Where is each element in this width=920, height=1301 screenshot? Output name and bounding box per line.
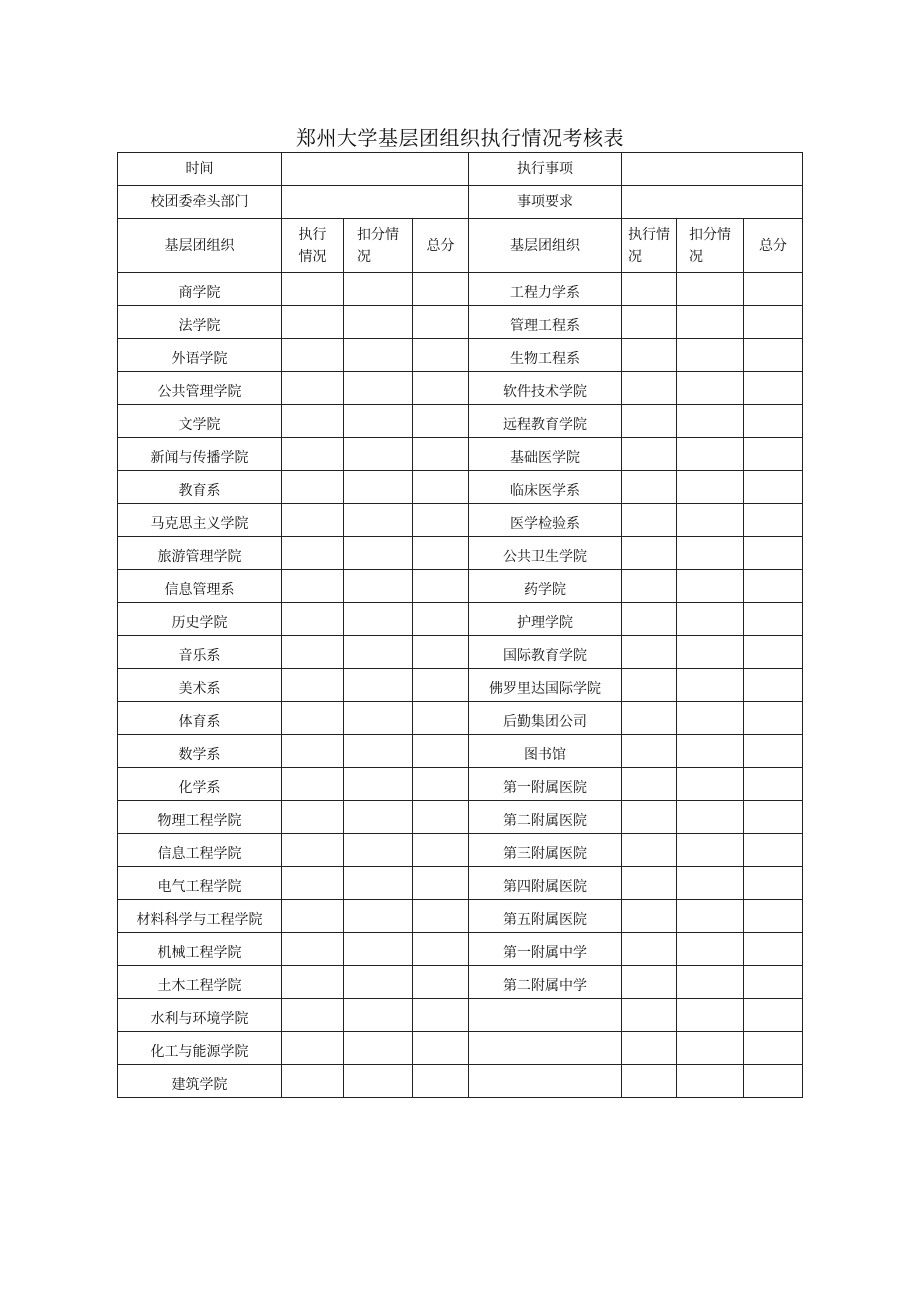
org-name-left: 机械工程学院 xyxy=(118,933,282,966)
table-row xyxy=(118,867,803,900)
org-name-right xyxy=(469,1065,622,1098)
item-label: 执行事项 xyxy=(469,153,622,186)
table-row xyxy=(118,273,803,306)
total-cell-left[interactable] xyxy=(413,603,469,636)
deduct-cell-left[interactable] xyxy=(344,405,413,438)
total-cell-left[interactable] xyxy=(413,999,469,1032)
org-name-left: 马克思主义学院 xyxy=(118,504,282,537)
org-name-left: 信息工程学院 xyxy=(118,834,282,867)
total-cell-right[interactable] xyxy=(744,735,803,768)
exec-cell-right[interactable] xyxy=(622,339,677,372)
deduct-cell-left[interactable] xyxy=(344,669,413,702)
org-name-right: 第一附属中学 xyxy=(469,933,622,966)
page-title: 郑州大学基层团组织执行情况考核表 xyxy=(296,126,624,150)
header-exec-left xyxy=(282,219,344,273)
org-name-left: 新闻与传播学院 xyxy=(118,438,282,471)
header-deduct-left-l1: 扣分情 xyxy=(357,226,399,243)
deduct-cell-right[interactable] xyxy=(677,603,744,636)
exec-cell-left[interactable] xyxy=(282,306,344,339)
header-exec-left-l2: 情况 xyxy=(298,248,327,265)
org-name-right: 远程教育学院 xyxy=(469,405,622,438)
deduct-cell-right[interactable] xyxy=(677,471,744,504)
total-cell-right[interactable] xyxy=(744,372,803,405)
deduct-cell-left[interactable] xyxy=(344,438,413,471)
org-name-right xyxy=(469,999,622,1032)
total-cell-left[interactable] xyxy=(413,306,469,339)
exec-cell-right[interactable] xyxy=(622,768,677,801)
exec-cell-right[interactable] xyxy=(622,570,677,603)
table-row xyxy=(118,438,803,471)
header-deduct-right-l2: 况 xyxy=(689,248,704,265)
total-cell-right[interactable] xyxy=(744,768,803,801)
header-deduct-right xyxy=(677,219,744,273)
org-name-left: 音乐系 xyxy=(118,636,282,669)
org-name-right: 国际教育学院 xyxy=(469,636,622,669)
header-org-left: 基层团组织 xyxy=(118,219,282,273)
org-name-left: 公共管理学院 xyxy=(118,372,282,405)
org-name-right: 图书馆 xyxy=(469,735,622,768)
org-name-right: 软件技术学院 xyxy=(469,372,622,405)
exec-cell-right[interactable] xyxy=(622,702,677,735)
total-cell-left[interactable] xyxy=(413,867,469,900)
exec-cell-right[interactable] xyxy=(622,1032,677,1065)
exec-cell-left[interactable] xyxy=(282,702,344,735)
table-row xyxy=(118,504,803,537)
dept-label: 校团委牵头部门 xyxy=(118,186,282,219)
deduct-cell-right[interactable] xyxy=(677,306,744,339)
header-total-right: 总分 xyxy=(744,219,803,273)
exec-cell-right[interactable] xyxy=(622,966,677,999)
deduct-cell-right[interactable] xyxy=(677,1032,744,1065)
header-exec-right-l2: 况 xyxy=(628,248,643,265)
time-label: 时间 xyxy=(118,153,282,186)
org-name-left: 化工与能源学院 xyxy=(118,1032,282,1065)
total-cell-right[interactable] xyxy=(744,834,803,867)
exec-cell-left[interactable] xyxy=(282,1065,344,1098)
exec-cell-right[interactable] xyxy=(622,900,677,933)
total-cell-left[interactable] xyxy=(413,1065,469,1098)
deduct-cell-right[interactable] xyxy=(677,999,744,1032)
deduct-cell-left[interactable] xyxy=(344,603,413,636)
total-cell-right[interactable] xyxy=(744,801,803,834)
total-cell-right[interactable] xyxy=(744,504,803,537)
table-row xyxy=(118,669,803,702)
total-cell-right[interactable] xyxy=(744,471,803,504)
total-cell-left[interactable] xyxy=(413,801,469,834)
org-name-right: 管理工程系 xyxy=(469,306,622,339)
exec-cell-left[interactable] xyxy=(282,273,344,306)
table-row xyxy=(118,339,803,372)
total-cell-left[interactable] xyxy=(413,966,469,999)
deduct-cell-left[interactable] xyxy=(344,999,413,1032)
deduct-cell-left[interactable] xyxy=(344,801,413,834)
total-cell-left[interactable] xyxy=(413,735,469,768)
exec-cell-left[interactable] xyxy=(282,438,344,471)
table-row xyxy=(118,372,803,405)
total-cell-right[interactable] xyxy=(744,999,803,1032)
table-row xyxy=(118,405,803,438)
exec-cell-left[interactable] xyxy=(282,1032,344,1065)
deduct-cell-left[interactable] xyxy=(344,636,413,669)
deduct-cell-right[interactable] xyxy=(677,1065,744,1098)
deduct-cell-left[interactable] xyxy=(344,966,413,999)
header-exec-right xyxy=(622,219,677,273)
org-name-left: 美术系 xyxy=(118,669,282,702)
exec-cell-right[interactable] xyxy=(622,306,677,339)
deduct-cell-right[interactable] xyxy=(677,933,744,966)
org-name-left: 教育系 xyxy=(118,471,282,504)
exec-cell-left[interactable] xyxy=(282,504,344,537)
org-name-left: 电气工程学院 xyxy=(118,867,282,900)
total-cell-left[interactable] xyxy=(413,438,469,471)
requirement-label: 事项要求 xyxy=(469,186,622,219)
deduct-cell-right[interactable] xyxy=(677,339,744,372)
deduct-cell-right[interactable] xyxy=(677,504,744,537)
deduct-cell-left[interactable] xyxy=(344,933,413,966)
deduct-cell-left[interactable] xyxy=(344,867,413,900)
total-cell-right[interactable] xyxy=(744,438,803,471)
org-name-right: 佛罗里达国际学院 xyxy=(469,669,622,702)
deduct-cell-left[interactable] xyxy=(344,570,413,603)
exec-cell-right[interactable] xyxy=(622,933,677,966)
table-row xyxy=(118,702,803,735)
exec-cell-left[interactable] xyxy=(282,372,344,405)
total-cell-left[interactable] xyxy=(413,471,469,504)
org-name-right: 第一附属医院 xyxy=(469,768,622,801)
total-cell-right[interactable] xyxy=(744,933,803,966)
deduct-cell-right[interactable] xyxy=(677,273,744,306)
exec-cell-left[interactable] xyxy=(282,669,344,702)
header-exec-right-l1: 执行情 xyxy=(628,226,671,243)
deduct-cell-right[interactable] xyxy=(677,570,744,603)
deduct-cell-right[interactable] xyxy=(677,702,744,735)
total-cell-right[interactable] xyxy=(744,900,803,933)
exec-cell-left[interactable] xyxy=(282,405,344,438)
table-row xyxy=(118,834,803,867)
deduct-cell-left[interactable] xyxy=(344,273,413,306)
header-org-right: 基层团组织 xyxy=(469,219,622,273)
exec-cell-right[interactable] xyxy=(622,867,677,900)
deduct-cell-right[interactable] xyxy=(677,867,744,900)
org-name-right: 基础医学院 xyxy=(469,438,622,471)
total-cell-right[interactable] xyxy=(744,339,803,372)
header-exec-left-l1: 执行 xyxy=(298,226,327,243)
total-cell-right[interactable] xyxy=(744,702,803,735)
total-cell-left[interactable] xyxy=(413,273,469,306)
total-cell-left[interactable] xyxy=(413,768,469,801)
exec-cell-right[interactable] xyxy=(622,999,677,1032)
table-row xyxy=(118,471,803,504)
org-name-right: 第二附属中学 xyxy=(469,966,622,999)
exec-cell-left[interactable] xyxy=(282,801,344,834)
org-name-left: 法学院 xyxy=(118,306,282,339)
exec-cell-right[interactable] xyxy=(622,1065,677,1098)
header-deduct-right-l1: 扣分情 xyxy=(689,226,732,243)
total-cell-left[interactable] xyxy=(413,900,469,933)
total-cell-right[interactable] xyxy=(744,1065,803,1098)
header-deduct-left xyxy=(344,219,413,273)
org-name-left: 体育系 xyxy=(118,702,282,735)
header-total-left: 总分 xyxy=(413,219,469,273)
deduct-cell-right[interactable] xyxy=(677,735,744,768)
total-cell-right[interactable] xyxy=(744,966,803,999)
assessment-table xyxy=(117,152,803,1098)
total-cell-left[interactable] xyxy=(413,537,469,570)
exec-cell-left[interactable] xyxy=(282,339,344,372)
org-name-right: 公共卫生学院 xyxy=(469,537,622,570)
exec-cell-right[interactable] xyxy=(622,471,677,504)
org-name-left: 商学院 xyxy=(118,273,282,306)
table-row xyxy=(118,636,803,669)
org-name-right: 临床医学系 xyxy=(469,471,622,504)
deduct-cell-left[interactable] xyxy=(344,372,413,405)
deduct-cell-left[interactable] xyxy=(344,1065,413,1098)
exec-cell-left[interactable] xyxy=(282,471,344,504)
table-row xyxy=(118,933,803,966)
total-cell-left[interactable] xyxy=(413,372,469,405)
deduct-cell-left[interactable] xyxy=(344,735,413,768)
exec-cell-left[interactable] xyxy=(282,933,344,966)
exec-cell-left[interactable] xyxy=(282,867,344,900)
exec-cell-right[interactable] xyxy=(622,537,677,570)
exec-cell-right[interactable] xyxy=(622,636,677,669)
total-cell-right[interactable] xyxy=(744,537,803,570)
deduct-cell-right[interactable] xyxy=(677,966,744,999)
table-row xyxy=(118,900,803,933)
deduct-cell-left[interactable] xyxy=(344,834,413,867)
exec-cell-right[interactable] xyxy=(622,273,677,306)
exec-cell-right[interactable] xyxy=(622,438,677,471)
org-name-left: 物理工程学院 xyxy=(118,801,282,834)
exec-cell-left[interactable] xyxy=(282,834,344,867)
deduct-cell-right[interactable] xyxy=(677,834,744,867)
exec-cell-right[interactable] xyxy=(622,603,677,636)
org-name-left: 土木工程学院 xyxy=(118,966,282,999)
org-name-right: 后勤集团公司 xyxy=(469,702,622,735)
deduct-cell-left[interactable] xyxy=(344,1032,413,1065)
exec-cell-left[interactable] xyxy=(282,768,344,801)
dept-value-cell[interactable] xyxy=(282,186,469,219)
exec-cell-right[interactable] xyxy=(622,801,677,834)
exec-cell-right[interactable] xyxy=(622,834,677,867)
org-name-right: 第四附属医院 xyxy=(469,867,622,900)
deduct-cell-left[interactable] xyxy=(344,504,413,537)
total-cell-left[interactable] xyxy=(413,504,469,537)
time-value-cell[interactable] xyxy=(282,153,469,186)
deduct-cell-right[interactable] xyxy=(677,636,744,669)
table-row xyxy=(118,306,803,339)
org-name-left: 信息管理系 xyxy=(118,570,282,603)
org-name-right: 工程力学系 xyxy=(469,273,622,306)
exec-cell-right[interactable] xyxy=(622,669,677,702)
table-row xyxy=(118,735,803,768)
exec-cell-left[interactable] xyxy=(282,999,344,1032)
table-row xyxy=(118,603,803,636)
exec-cell-left[interactable] xyxy=(282,636,344,669)
table-row xyxy=(118,1065,803,1098)
total-cell-left[interactable] xyxy=(413,570,469,603)
total-cell-right[interactable] xyxy=(744,306,803,339)
requirement-value-cell[interactable] xyxy=(622,186,803,219)
deduct-cell-left[interactable] xyxy=(344,768,413,801)
org-name-right: 第五附属医院 xyxy=(469,900,622,933)
org-name-right: 第三附属医院 xyxy=(469,834,622,867)
deduct-cell-right[interactable] xyxy=(677,405,744,438)
table-row xyxy=(118,570,803,603)
total-cell-right[interactable] xyxy=(744,405,803,438)
exec-cell-left[interactable] xyxy=(282,603,344,636)
deduct-cell-right[interactable] xyxy=(677,438,744,471)
org-name-left: 文学院 xyxy=(118,405,282,438)
total-cell-left[interactable] xyxy=(413,1032,469,1065)
item-value-cell[interactable] xyxy=(622,153,803,186)
deduct-cell-right[interactable] xyxy=(677,372,744,405)
exec-cell-left[interactable] xyxy=(282,900,344,933)
total-cell-right[interactable] xyxy=(744,273,803,306)
table-row xyxy=(118,1032,803,1065)
org-name-left: 建筑学院 xyxy=(118,1065,282,1098)
exec-cell-left[interactable] xyxy=(282,537,344,570)
deduct-cell-left[interactable] xyxy=(344,702,413,735)
total-cell-left[interactable] xyxy=(413,834,469,867)
total-cell-right[interactable] xyxy=(744,1032,803,1065)
deduct-cell-right[interactable] xyxy=(677,768,744,801)
exec-cell-left[interactable] xyxy=(282,735,344,768)
org-name-left: 历史学院 xyxy=(118,603,282,636)
deduct-cell-left[interactable] xyxy=(344,339,413,372)
header-deduct-left-l2: 况 xyxy=(357,248,371,265)
org-name-left: 外语学院 xyxy=(118,339,282,372)
org-name-left: 数学系 xyxy=(118,735,282,768)
org-name-right: 生物工程系 xyxy=(469,339,622,372)
org-name-right: 药学院 xyxy=(469,570,622,603)
org-name-left: 化学系 xyxy=(118,768,282,801)
deduct-cell-left[interactable] xyxy=(344,471,413,504)
deduct-cell-left[interactable] xyxy=(344,537,413,570)
deduct-cell-right[interactable] xyxy=(677,669,744,702)
total-cell-right[interactable] xyxy=(744,570,803,603)
exec-cell-right[interactable] xyxy=(622,504,677,537)
table-row xyxy=(118,801,803,834)
table-row xyxy=(118,537,803,570)
total-cell-left[interactable] xyxy=(413,933,469,966)
org-name-left: 水利与环境学院 xyxy=(118,999,282,1032)
table-row xyxy=(118,999,803,1032)
total-cell-left[interactable] xyxy=(413,636,469,669)
exec-cell-right[interactable] xyxy=(622,735,677,768)
org-name-left: 材料科学与工程学院 xyxy=(118,900,282,933)
table-row xyxy=(118,966,803,999)
total-cell-left[interactable] xyxy=(413,702,469,735)
table-row xyxy=(118,768,803,801)
deduct-cell-left[interactable] xyxy=(344,306,413,339)
org-name-right: 医学检验系 xyxy=(469,504,622,537)
exec-cell-right[interactable] xyxy=(622,405,677,438)
exec-cell-left[interactable] xyxy=(282,966,344,999)
deduct-cell-right[interactable] xyxy=(677,900,744,933)
exec-cell-right[interactable] xyxy=(622,372,677,405)
total-cell-left[interactable] xyxy=(413,339,469,372)
total-cell-right[interactable] xyxy=(744,867,803,900)
org-name-left: 旅游管理学院 xyxy=(118,537,282,570)
total-cell-right[interactable] xyxy=(744,636,803,669)
total-cell-left[interactable] xyxy=(413,669,469,702)
deduct-cell-right[interactable] xyxy=(677,801,744,834)
exec-cell-left[interactable] xyxy=(282,570,344,603)
total-cell-left[interactable] xyxy=(413,405,469,438)
org-name-right xyxy=(469,1032,622,1065)
deduct-cell-left[interactable] xyxy=(344,900,413,933)
deduct-cell-right[interactable] xyxy=(677,537,744,570)
org-name-right: 第二附属医院 xyxy=(469,801,622,834)
total-cell-right[interactable] xyxy=(744,603,803,636)
org-name-right: 护理学院 xyxy=(469,603,622,636)
total-cell-right[interactable] xyxy=(744,669,803,702)
